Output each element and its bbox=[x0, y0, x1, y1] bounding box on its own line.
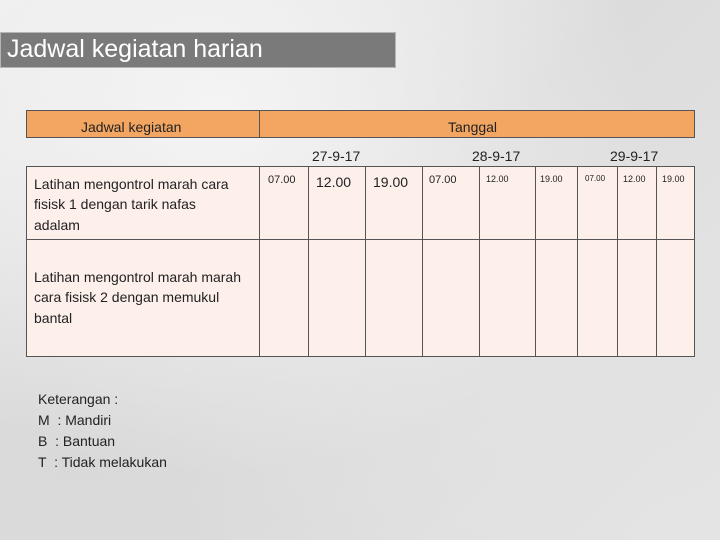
date-label-2: 28-9-17 bbox=[472, 148, 521, 164]
empty-cell-1 bbox=[259, 239, 309, 357]
time-cell-2 bbox=[308, 166, 366, 240]
time-cell-3 bbox=[365, 166, 423, 240]
time-label-9: 19.00 bbox=[662, 174, 685, 184]
legend bbox=[38, 389, 167, 473]
time-label-2: 12.00 bbox=[316, 174, 352, 190]
time-cell-9 bbox=[656, 166, 695, 240]
date-label-3: 29-9-17 bbox=[610, 148, 659, 164]
time-cell-1 bbox=[259, 166, 309, 240]
time-label-1: 07.00 bbox=[268, 174, 296, 186]
time-label-8: 12.00 bbox=[623, 174, 646, 184]
time-cell-8 bbox=[617, 166, 657, 240]
date-header-cell bbox=[259, 110, 695, 138]
activity-header-label: Jadwal kegiatan bbox=[81, 119, 182, 135]
time-label-3: 19.00 bbox=[373, 174, 409, 190]
activity-header-cell bbox=[26, 110, 260, 138]
time-label-5: 12.00 bbox=[486, 174, 509, 184]
activity-text-2: Latihan mengontrol marah marah cara fisisk 2 dengan memukul bantal bbox=[34, 269, 242, 326]
empty-cell-5 bbox=[479, 239, 536, 357]
time-cell-7 bbox=[577, 166, 618, 240]
time-label-4: 07.00 bbox=[429, 174, 457, 186]
title-bar bbox=[0, 32, 396, 68]
legend-title: Keterangan : bbox=[38, 391, 119, 407]
date-header-label: Tanggal bbox=[448, 119, 498, 135]
legend-item-bantuan: B : Bantuan bbox=[38, 433, 116, 449]
legend-item-mandiri: M : Mandiri bbox=[38, 412, 112, 428]
page-title: Jadwal kegiatan harian bbox=[7, 35, 263, 63]
empty-cell-7 bbox=[577, 239, 618, 357]
date-label-1: 27-9-17 bbox=[312, 148, 361, 164]
empty-cell-3 bbox=[365, 239, 423, 357]
empty-cell-6 bbox=[535, 239, 578, 357]
time-cell-6 bbox=[535, 166, 578, 240]
time-label-7: 07.00 bbox=[585, 174, 606, 183]
empty-cell-2 bbox=[308, 239, 366, 357]
activity-text-1: Latihan mengontrol marah cara fisisk 1 dengan tarik nafas adalam bbox=[34, 176, 229, 233]
empty-cell-4 bbox=[422, 239, 480, 357]
empty-cell-9 bbox=[656, 239, 695, 357]
activity-cell-1 bbox=[26, 166, 260, 240]
legend-item-tidak: T : Tidak melakukan bbox=[38, 454, 167, 470]
empty-cell-8 bbox=[617, 239, 657, 357]
time-label-6: 19.00 bbox=[540, 174, 563, 184]
time-cell-4 bbox=[422, 166, 480, 240]
time-cell-5 bbox=[479, 166, 536, 240]
activity-cell-2 bbox=[26, 239, 260, 357]
